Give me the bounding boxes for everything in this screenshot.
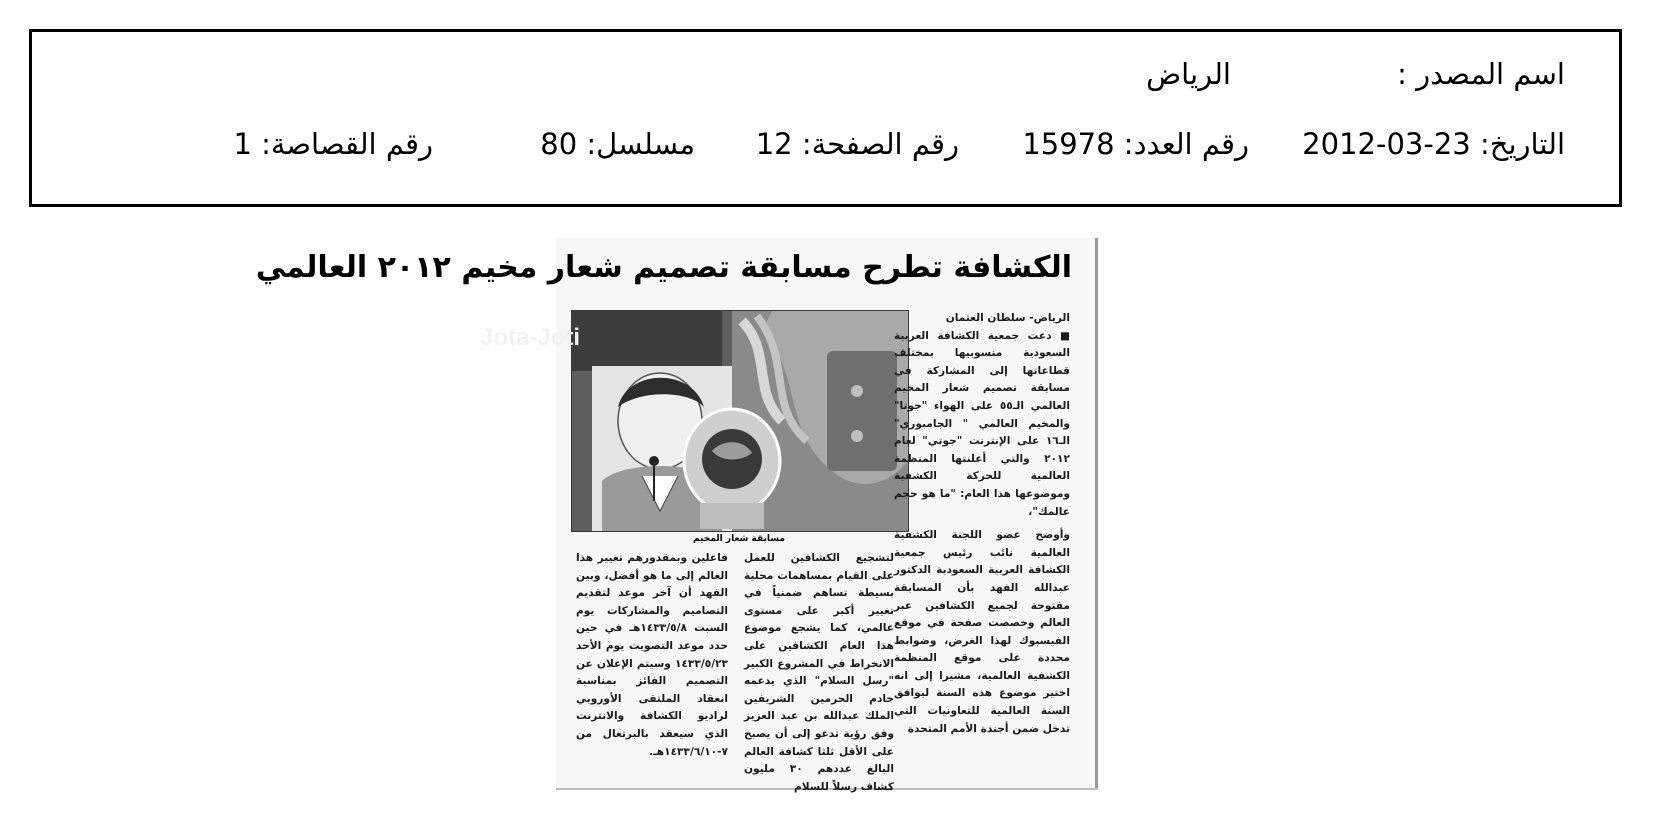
clip-border-right <box>1095 238 1098 790</box>
article-paragraph-2: وأوضح عضو اللجنة الكشفية العالمية نائب رئيس جمعية الكشافة العربية السعودية الدكتور عبدالله الفهد بأن المسابقة مفتوحة لجميع الكشافين عبر العالم وخصصت صفحة في موقع الفيسبوك لهذا الغرض، وضوابط محددة على موقع المنظمة الكشفية العالمية، مشيرا إلى انه اختير موضوع هذه السنة ليوافق السنة العالمية للتعاونيات التي تدخل ضمن أجندة الأمم المتحدة <box>894 529 1070 735</box>
source-value: الرياض <box>1146 57 1231 91</box>
issue-number: رقم العدد: 15978 <box>1022 127 1249 161</box>
scouts-photo-illustration <box>479 311 908 531</box>
article-headline: الكشافة تطرح مسابقة تصميم شعار مخيم ٢٠١٢ العالمي <box>255 250 1072 285</box>
clip-number: رقم القصاصة: 1 <box>233 127 433 161</box>
source-label: اسم المصدر : <box>1397 57 1565 91</box>
article-byline: الرياض- سلطان العثمان <box>945 312 1070 324</box>
photo-caption: مسابقة شعار المخيم <box>693 534 785 544</box>
page-number: رقم الصفحة: 12 <box>755 127 959 161</box>
article-column-left <box>576 550 728 761</box>
newspaper-clipping <box>255 238 1098 793</box>
article-column-right <box>894 310 1070 738</box>
article-paragraph-3: لتشجيع الكشافين للعمل على القيام بمساهمات محلية بسيطة تساهم ضمنياً في تغيير أكبر على مستوى عالمي، كما يشجع موضوع هذا العام الكشافين على الانخراط في المشروع الكبير "رسل السلام" الذي يدعمه خادم الحرمين الشريفين الملك عبدالله بن عبد العزيز وفق رؤية تدعو إلى أن يصبح على الأقل ثلثا كشافة العالم البالغ عددهم ٣٠ مليون كشاف رسلاً للسلام <box>744 552 894 793</box>
metadata-box <box>29 29 1622 207</box>
article-column-middle <box>744 550 894 796</box>
article-paragraph-4: فاعلين وبمقدورهم تغيير هذا العالم إلى ما هو أفضل، وبين الفهد أن آخر موعد لتقديم التصاميم والمشاركات يوم السبت ١٤٣٣/٥/٨هـ في حين حدد موعد التصويت يوم الأحد ١٤٣٣/٥/٢٣ وسيتم الإعلان عن التصميم الفائز بمناسبة انعقاد الملتقى الأوروبي لراديو الكشافة والانترنت الذي سيعقد بالبرتغال من ٧-١٤٣٣/٦/١٠هـ. <box>576 552 728 758</box>
date-field: التاريخ: 23-03-2012 <box>1302 127 1565 161</box>
serial-number: مسلسل: 80 <box>540 127 695 161</box>
article-photo <box>479 310 909 532</box>
article-paragraph-1: ■ دعت جمعية الكشافة العربية السعودية منسوبيها بمختلف قطاعاتها إلى المشاركة في مسابقة تصميم شعار المخيم العالمي الـ٥٥ على الهواء "جوتا" والمخيم العالمي " الجامبوري" الـ١٦ على الإنترنت "جوتي" لعام ٢٠١٢ والتي أعلنتها المنظمة العالمية للحركة الكشفية وموضوعها هذا العام: "ما هو حجم عالمك"، <box>894 329 1070 518</box>
photo-logo-text: Jota-Joti <box>479 324 580 351</box>
